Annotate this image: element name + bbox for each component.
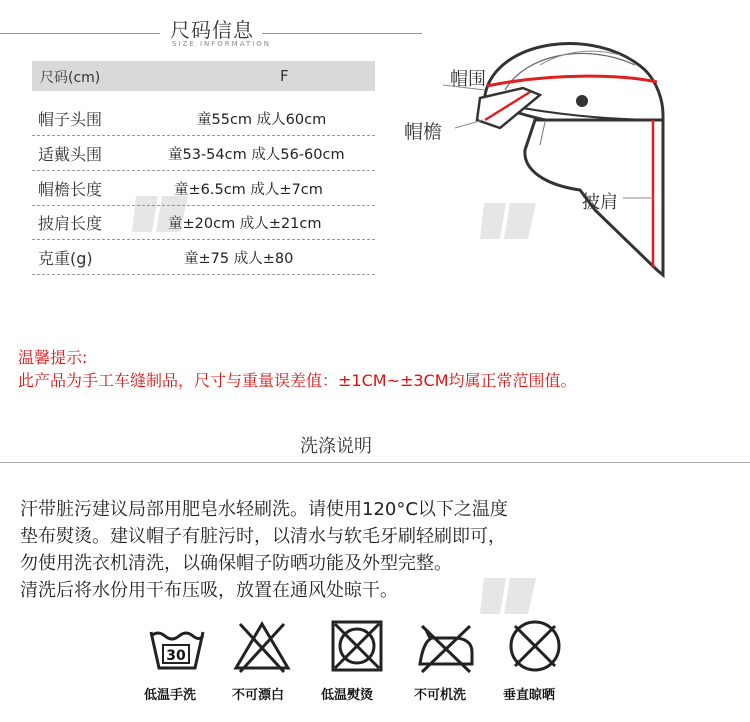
size-col-header: 尺码(cm) xyxy=(40,70,101,86)
low-temp-hand-wash-icon xyxy=(147,618,207,674)
size-row-brim xyxy=(32,171,375,206)
no-bleach-label: 不可漂白 xyxy=(232,688,285,703)
hand-wash-label: 低温手洗 xyxy=(144,688,197,703)
size-info-subtitle: SIZE INFORMATION xyxy=(172,40,272,48)
reminder-title: 温馨提示: xyxy=(18,348,88,367)
watermark-logo xyxy=(480,570,540,620)
size-info-title: 尺码信息 xyxy=(170,18,254,42)
row-value: 童±75 成人±80 xyxy=(184,251,294,267)
dry-flat-label: 垂直晾晒 xyxy=(503,688,556,703)
washing-line: 勿使用洗衣机清洗，以确保帽子防晒功能及外型完整。 xyxy=(20,553,452,574)
size-table-header xyxy=(32,61,375,91)
low-temp-iron-icon xyxy=(327,618,387,674)
hat-diagram xyxy=(395,20,735,290)
wash-temp-number: 30 xyxy=(166,648,186,664)
title-rule-left xyxy=(0,33,160,34)
row-label: 帽子头围 xyxy=(38,110,103,129)
cape-label: 披肩 xyxy=(582,192,618,213)
iron-label: 低温熨烫 xyxy=(321,688,374,703)
row-label: 帽檐长度 xyxy=(38,180,103,199)
watermark-logo xyxy=(480,195,540,245)
size-row-weight xyxy=(32,240,375,275)
size-row-fit xyxy=(32,136,375,171)
row-value: 童±6.5cm 成人±7cm xyxy=(174,182,323,198)
washing-divider xyxy=(0,462,750,463)
row-value: 童53-54cm 成人56-60cm xyxy=(168,147,345,163)
no-machine-wash-label: 不可机洗 xyxy=(414,688,467,703)
washing-line: 垫布熨烫。建议帽子有脏污时，以清水与软毛牙刷轻刷即可， xyxy=(20,526,506,547)
washing-line: 汗带脏污建议局部用肥皂水轻刷洗。请使用120°C以下之温度 xyxy=(20,499,508,520)
no-bleach-icon xyxy=(232,618,292,674)
reminder-text: 此产品为手工车缝制品，尺寸与重量误差值：±1CM~±3CM均属正常范围值。 xyxy=(18,371,577,390)
row-label: 适戴头围 xyxy=(38,145,103,164)
washing-title: 洗涤说明 xyxy=(300,436,372,457)
row-value: 童±20cm 成人±21cm xyxy=(168,216,322,232)
row-label: 披肩长度 xyxy=(38,214,103,233)
head-circumference-label: 帽围 xyxy=(450,69,486,90)
row-label: 克重(g) xyxy=(38,249,93,268)
size-f-header: F xyxy=(280,67,289,85)
no-machine-wash-icon xyxy=(416,618,476,674)
size-row-circumference xyxy=(32,101,375,136)
row-value: 童55cm 成人60cm xyxy=(197,112,327,128)
watermark-logo xyxy=(132,188,192,238)
brim-label: 帽檐 xyxy=(404,121,443,143)
washing-line: 清洗后将水份用干布压吸，放置在通风处晾干。 xyxy=(20,580,398,601)
dry-flat-icon xyxy=(505,618,565,674)
size-row-cape xyxy=(32,205,375,240)
